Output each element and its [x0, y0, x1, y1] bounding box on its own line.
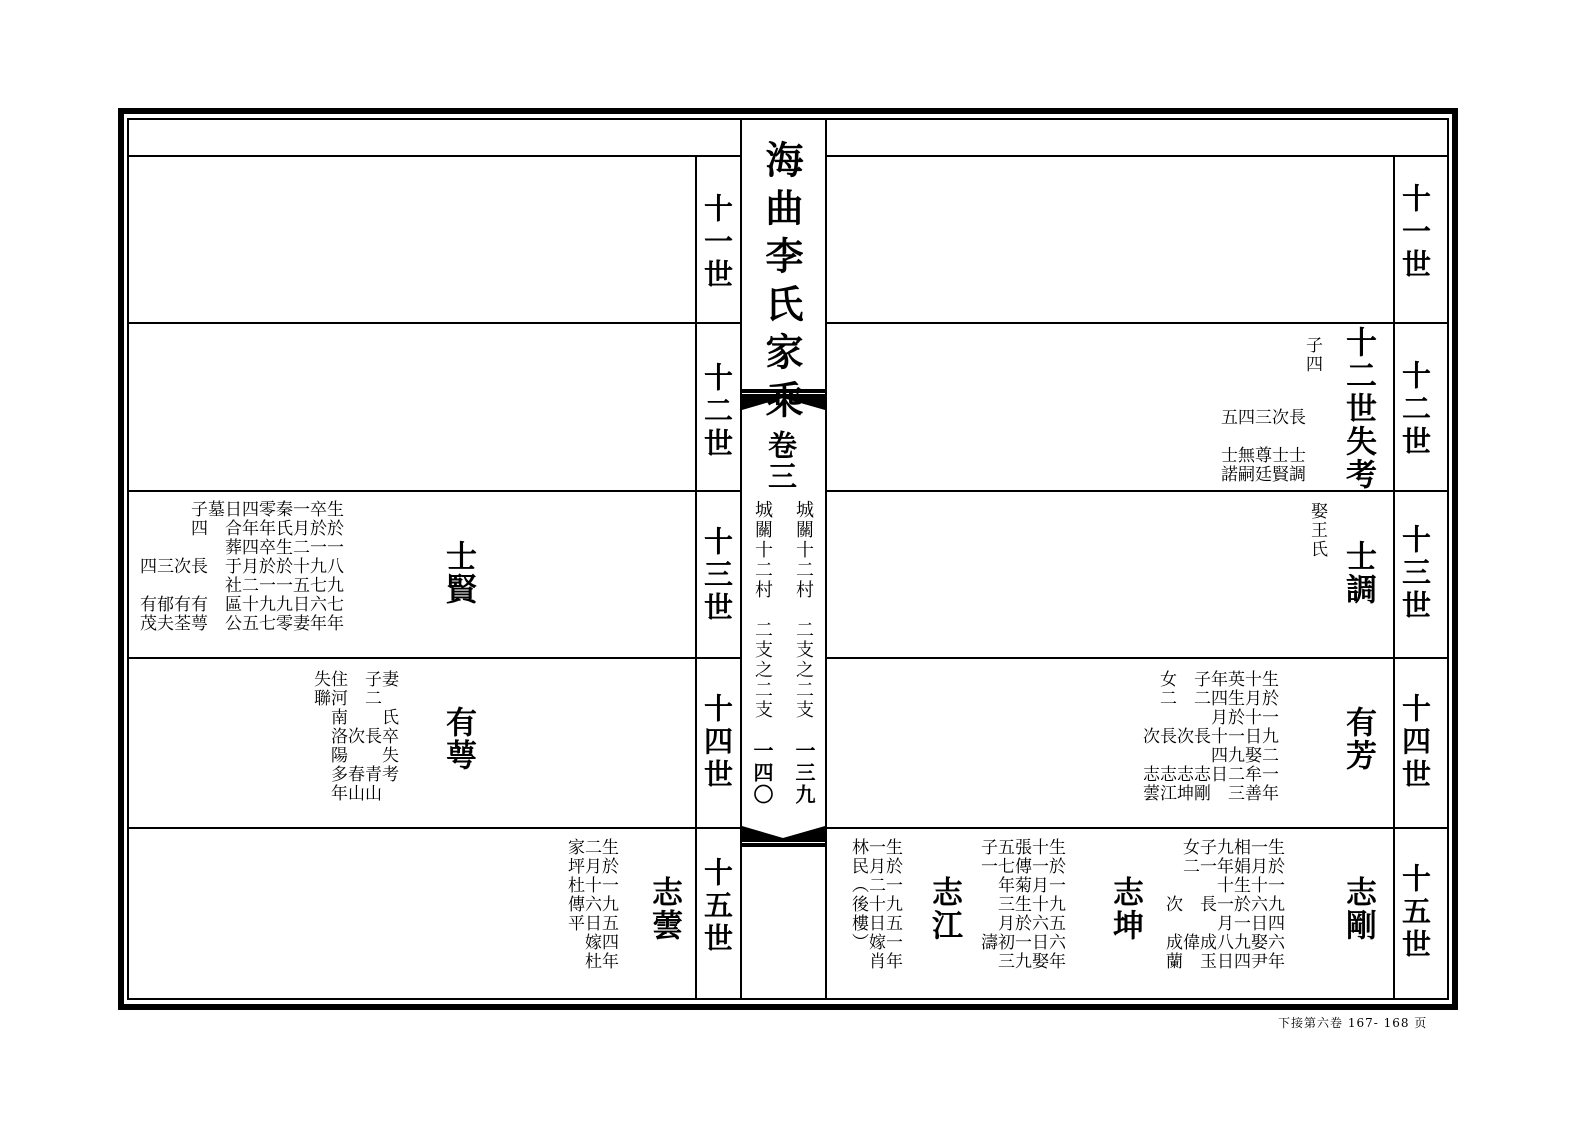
entry-name: 士賢 — [440, 540, 476, 606]
entry-name: 有芳 — [1340, 706, 1376, 772]
entry-details: 生於一九五四年 二月十六日嫁杜 家坪杜傳平 — [564, 838, 618, 971]
branch-label-right: 城關十二村 二支之二支 — [793, 500, 814, 720]
entry-name: 志江 — [926, 876, 962, 942]
row-divider — [826, 155, 1448, 157]
entry-details: 妻 氏卒失考 子二 長 青山 次 春山 住河南洛陽多年 失聯 — [310, 670, 398, 803]
gen-column-divider — [695, 155, 697, 999]
row-divider — [128, 657, 742, 659]
entry-details: 子四 長 士調 次 士賢 三 尊廷 四 無嗣 五 士諾 — [1217, 336, 1322, 484]
page-number-left: 一四〇 — [750, 740, 774, 806]
gen-label-15: 十五世 — [700, 857, 734, 956]
row-divider — [128, 490, 742, 492]
continuation-note: 下接第六卷 167- 168 页 — [1278, 1016, 1428, 1030]
row-divider — [826, 827, 1448, 829]
entry-details: 生於一九五六年 十一月十六日娶 張傳菊生於一九 五七年三月初三 子一 濤 — [977, 838, 1065, 971]
gen-label-14: 十四世 — [700, 693, 734, 792]
gen-label-13: 十三世 — [700, 526, 734, 625]
gen-label-13: 十三世 — [1398, 524, 1432, 623]
entry-name: 志坤 — [1107, 876, 1143, 942]
row-divider — [128, 827, 742, 829]
entry-details: 生於一九二一年 十月十日娶牟善 英生於一九二三 年四月十四日 子二 長 志剛 次 志坤 女二 長 志江 次 志蕓 — [1139, 670, 1278, 803]
gen-label-15: 十五世 — [1398, 863, 1432, 962]
entry-name: 志蕓 — [646, 876, 682, 942]
gen-column-divider — [1393, 155, 1395, 999]
entry-name: 志剛 — [1340, 876, 1376, 942]
gen-label-11: 十一世 — [700, 193, 734, 292]
entry-details: 娶王氏 — [1307, 502, 1327, 559]
entry-details: 生於一九五一年 一月二十日嫁肖 林民（後樓） — [848, 838, 902, 971]
entry-name: 士調 — [1340, 540, 1376, 606]
row-divider — [826, 657, 1448, 659]
entry-details: 生於一九四六年 一月十六日娶尹 相娟生於一九四 九年十一月八日 子一 長 成玉 女二 偉 次 成蘭 — [1162, 838, 1284, 971]
branch-label-left: 城關十二村 二支之二支 — [752, 500, 773, 720]
gen-label-12: 十二世 — [1398, 360, 1432, 459]
row-divider — [128, 155, 742, 157]
entry-details: 生於一八九七年 卒於一九七六年 一月二十五日妻 秦氏生於一九零 零年卒於一九七 四年四月二十五 日合葬于社區公 墓 子四 長 有萼 次 有荃 三 郁夫 四 有茂 — [136, 500, 343, 633]
entry-name: 有萼 — [440, 706, 476, 772]
gen-label-14: 十四世 — [1398, 693, 1432, 792]
volume-label: 卷三 — [764, 430, 798, 492]
row-divider — [128, 322, 742, 324]
spine-right-border — [825, 118, 827, 999]
page-number-right: 一三九 — [792, 740, 816, 806]
book-title: 海曲李氏家乘 — [759, 140, 804, 428]
spine-left-border — [740, 118, 742, 999]
row-divider — [826, 322, 1448, 324]
entry-name: 十二世失考 — [1340, 326, 1376, 491]
gen-label-12: 十二世 — [700, 362, 734, 461]
spine-band — [742, 843, 825, 847]
gen-label-11: 十一世 — [1398, 183, 1432, 282]
